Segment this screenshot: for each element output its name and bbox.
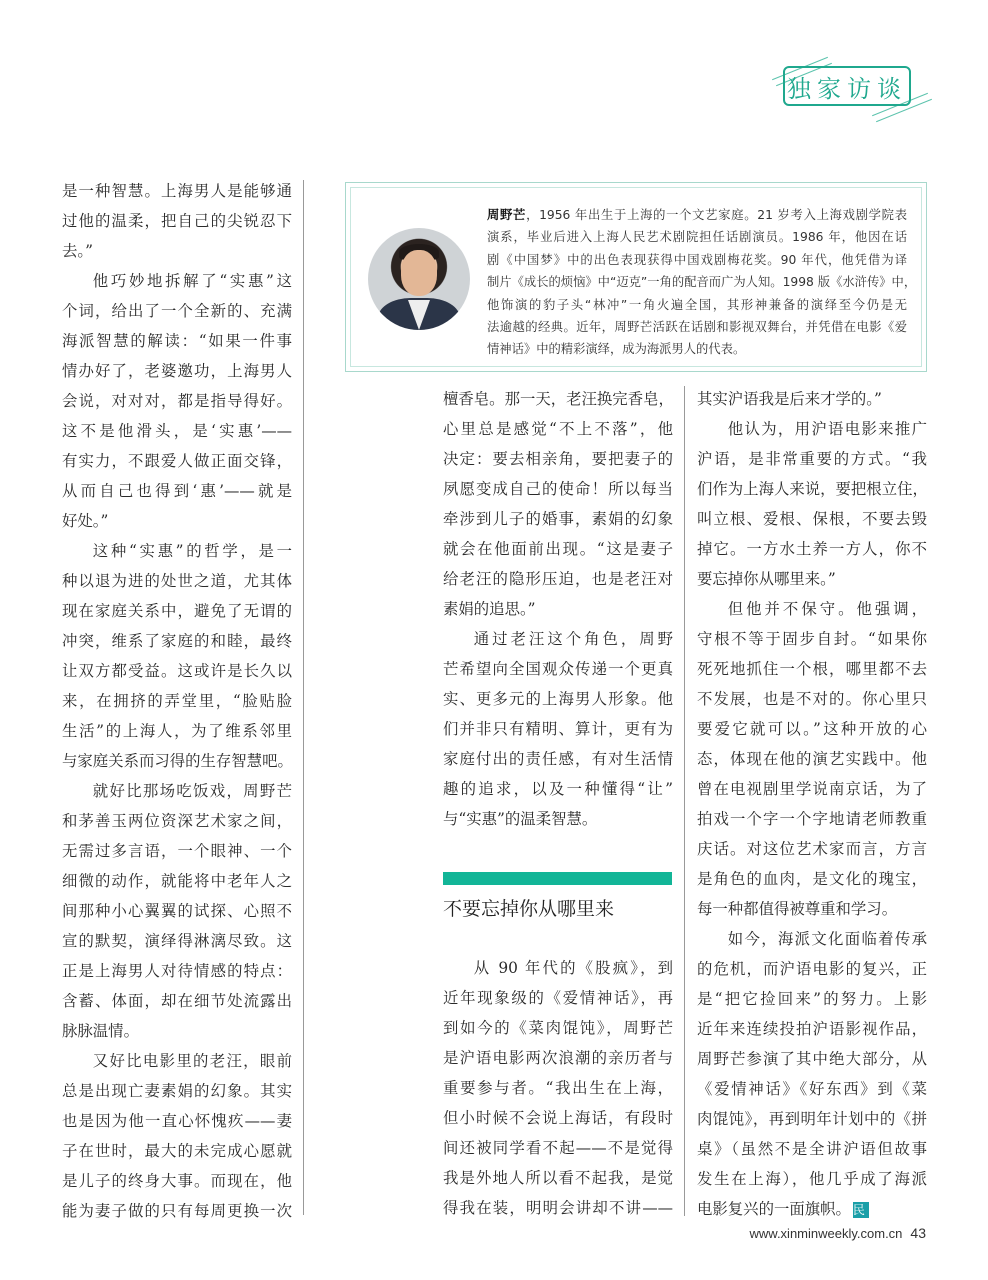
text-line: 掉它。一方水土养一方人，你不 (697, 540, 927, 558)
text-line: 牵涉到儿子的婚事，素娟的幻象 (443, 510, 673, 528)
text-line: 脉脉温情。 (62, 1022, 139, 1040)
text-line: 能为妻子做的只有每周更换一次 (62, 1202, 292, 1220)
text-line: 是儿子的终身大事。而现在，他 (62, 1172, 292, 1190)
text-line: 好处。” (62, 512, 109, 530)
text-line: 就好比那场吃饭戏，周野芒 (92, 782, 292, 800)
text-line: 电影复兴的一面旗帜。 民 (697, 1194, 927, 1224)
text-line: 与家庭关系而习得的生存智慧吧。 (62, 752, 293, 770)
text-line: 趣的追求，以及一种懂得“让” (443, 780, 673, 798)
text-line: 从 90 年代的《股疯》，到 (473, 959, 673, 977)
bio-line: 制片《成长的烦恼》中“迈克”一角的配音而广为人知。1998 版《水浒传》中， (487, 275, 917, 290)
bio-line: 法逾越的经典。近年，周野芒活跃在话剧和影视双舞台，并凭借在电影《爱 (487, 319, 907, 334)
text-line: 家庭付出的责任感，有对生活情 (443, 750, 673, 768)
text-line: 冲突，维系了家庭的和睦，最终 (62, 632, 292, 650)
text-line: 通过老汪这个角色，周野 (473, 630, 673, 648)
bio-line: 周野芒，1956 年出生于上海的一个文艺家庭。21 岁考入上海戏剧学院表 (487, 208, 907, 222)
text-line: 但他并不保守。他强调， (727, 600, 927, 618)
text-line: 到如今的《菜肉馄饨》，周野芒 (443, 1019, 673, 1037)
text-line: 庆话。对这位艺术家而言，方言 (697, 840, 927, 858)
article-column-2-lower (443, 953, 673, 1223)
text-line: 他巧妙地拆解了“实惠”这 (92, 272, 292, 290)
text-line: 过他的温柔，把自己的尖锐忍下 (62, 212, 292, 230)
text-line: 重要参与者。“我出生在上海， (443, 1079, 673, 1097)
page-footer (750, 1225, 927, 1241)
text-line: 现在家庭关系中，避免了无谓的 (62, 602, 292, 620)
text-line: 实、更多元的上海男人形象。他 (443, 690, 673, 708)
text-line: 心里总是感觉“不上不落”，他 (443, 420, 673, 438)
text-line: 不发展，也是不对的。你心里只 (697, 690, 927, 708)
text-line: 含蓄、体面，却在细节处流露出 (62, 992, 292, 1010)
text-line: 是沪语电影两次浪潮的亲历者与 (443, 1049, 673, 1067)
text-line: 又好比电影里的老汪，眼前 (92, 1052, 292, 1070)
text-line: 就会在他面前出现。“这是妻子 (443, 540, 673, 558)
article-column-3 (697, 384, 927, 1224)
bio-line: 情神话》中的精彩演绎，成为海派男人的代表。 (487, 342, 746, 357)
section-accent-bar (443, 872, 672, 885)
text-line: 来，在拥挤的弄堂里，“脸贴脸 (62, 692, 292, 710)
text-line: 无需过多言语，一个眼神、一个 (62, 842, 292, 860)
text-line: 是一种智慧。上海男人是能够通 (62, 182, 292, 200)
text-line: 们并非只有精明、算计，更有为 (443, 720, 673, 738)
text-line: 沪语，是非常重要的方式。“我 (697, 450, 927, 468)
text-line: 周野芒参演了其中绝大部分，从 (697, 1050, 927, 1068)
text-line: 间那种小心翼翼的试探、心照不 (62, 902, 292, 920)
text-line: 是角色的血肉，是文化的瑰宝， (697, 870, 927, 888)
text-line: 有实力，不跟爱人做正面交锋， (62, 452, 292, 470)
text-line: 宣的默契，演绎得淋漓尽致。这 (62, 932, 292, 950)
text-line: 要爱它就可以。”这种开放的心 (697, 720, 927, 738)
bio-line: 他饰演的豹子头“林冲”一角火遍全国，其形神兼备的演绎至今仍是无 (487, 297, 907, 312)
text-line: 是“把它捡回来”的努力。上影 (697, 990, 927, 1008)
text-line: 檀香皂。那一天，老汪换完香皂， (443, 390, 674, 408)
text-line: 这不是他滑头，是‘实惠’—— (62, 422, 292, 440)
text-line: 和茅善玉两位资深艺术家之间， (62, 812, 292, 830)
text-line: 让双方都受益。这或许是长久以 (62, 662, 292, 680)
page-number: 43 (910, 1225, 926, 1241)
text-line: 子在世时，最大的未完成心愿就 (62, 1142, 292, 1160)
text-line: 决定：要去相亲角，要把妻子的 (443, 450, 673, 468)
text-line: 发生在上海），他几乎成了海派 (697, 1170, 927, 1188)
end-mark-icon: 民 (853, 1202, 869, 1218)
text-line: 死死地抓住一个根，哪里都不去 (697, 660, 927, 678)
article-column-1 (62, 176, 292, 1226)
column-divider (303, 180, 304, 1215)
article-column-2 (443, 384, 673, 834)
text-line: 也是因为他一直心怀愧疚——妻 (62, 1112, 292, 1130)
text-line: 总是出现亡妻素娟的幻象。其实 (62, 1082, 292, 1100)
text-line: 正是上海男人对待情感的特点： (62, 962, 292, 980)
text-line: 素娟的追思。” (443, 600, 536, 618)
text-line: 桌》（虽然不是全讲沪语但故事 (697, 1140, 927, 1158)
text-line: 这种“实惠”的哲学，是一 (92, 542, 292, 560)
section-badge: 独家访谈 (783, 66, 911, 106)
text-line: 夙愿变成自己的使命！所以每当 (443, 480, 673, 498)
text-line: 我是外地人所以看不起我，是觉 (443, 1169, 673, 1187)
text-line: 的危机，而沪语电影的复兴，正 (697, 960, 927, 978)
text-line: 曾在电视剧里学说南京话，为了 (697, 780, 927, 798)
text-line: 间还被同学看不起——不是觉得 (443, 1139, 673, 1157)
text-line: 会说，对对对，都是指导得好。 (62, 392, 292, 410)
bio-name: 周野芒 (487, 208, 527, 222)
text-line: 他认为，用沪语电影来推广 (727, 420, 927, 438)
text-line: 但小时候不会说上海话，有段时 (443, 1109, 673, 1127)
portrait-photo (368, 228, 470, 330)
subsection-heading: 不要忘掉你从哪里来 (443, 898, 615, 920)
text-line: 要忘掉你从哪里来。” (697, 570, 836, 588)
text-line: 近年现象级的《爱情神话》，再 (443, 989, 673, 1007)
bio-text (487, 204, 917, 361)
text-line: 拍戏一个字一个字地请老师教重 (697, 810, 927, 828)
text-line: 如今，海派文化面临着传承 (727, 930, 927, 948)
text-line: 个词，给出了一个全新的、充满 (62, 302, 292, 320)
text-line: 叫立根、爱根、保根，不要去毁 (697, 510, 927, 528)
text-line: 芒希望向全国观众传递一个更真 (443, 660, 673, 678)
text-line: 每一种都值得被尊重和学习。 (697, 900, 898, 918)
footer-url: www.xinminweekly.com.cn (749, 1226, 903, 1241)
text-line: 《爱情神话》《好东西》到《菜 (697, 1080, 927, 1098)
column-divider (684, 386, 685, 1216)
text-line: 守根不等于固步自封。“如果你 (697, 630, 927, 648)
text-line: 肉馄饨》，再到明年计划中的《拼 (697, 1110, 927, 1128)
text-line: 近年来连续投拍沪语影视作品， (697, 1020, 927, 1038)
bio-line: 演系，毕业后进入上海人民艺术剧院担任话剧演员。1986 年，他因在话 (487, 230, 907, 245)
text-line: 从而自己也得到‘惠’——就是 (62, 482, 292, 500)
text-line: 得我在装，明明会讲却不讲—— (443, 1199, 673, 1217)
text-line: 们作为上海人来说，要把根立住， (697, 480, 928, 498)
text-line: 态，体现在他的演艺实践中。他 (697, 750, 927, 768)
text-line: 海派智慧的解读：“如果一件事 (62, 332, 292, 350)
text-line: 去。” (62, 242, 93, 260)
text-line: 其实沪语我是后来才学的。” (697, 390, 882, 408)
text-line: 给老汪的隐形压迫，也是老汪对 (443, 570, 673, 588)
text-line: 生活”的上海人，为了维系邻里 (62, 722, 292, 740)
text-line: 细微的动作，就能将中老年人之 (62, 872, 292, 890)
text-line: 与“实惠”的温柔智慧。 (443, 810, 598, 828)
text-line: 种以退为进的处世之道，尤其体 (62, 572, 292, 590)
bio-line: 剧《中国梦》中的出色表现获得中国戏剧梅花奖。90 年代，他凭借为译 (487, 252, 907, 267)
text-line: 情办好了，老婆邀功，上海男人 (62, 362, 292, 380)
